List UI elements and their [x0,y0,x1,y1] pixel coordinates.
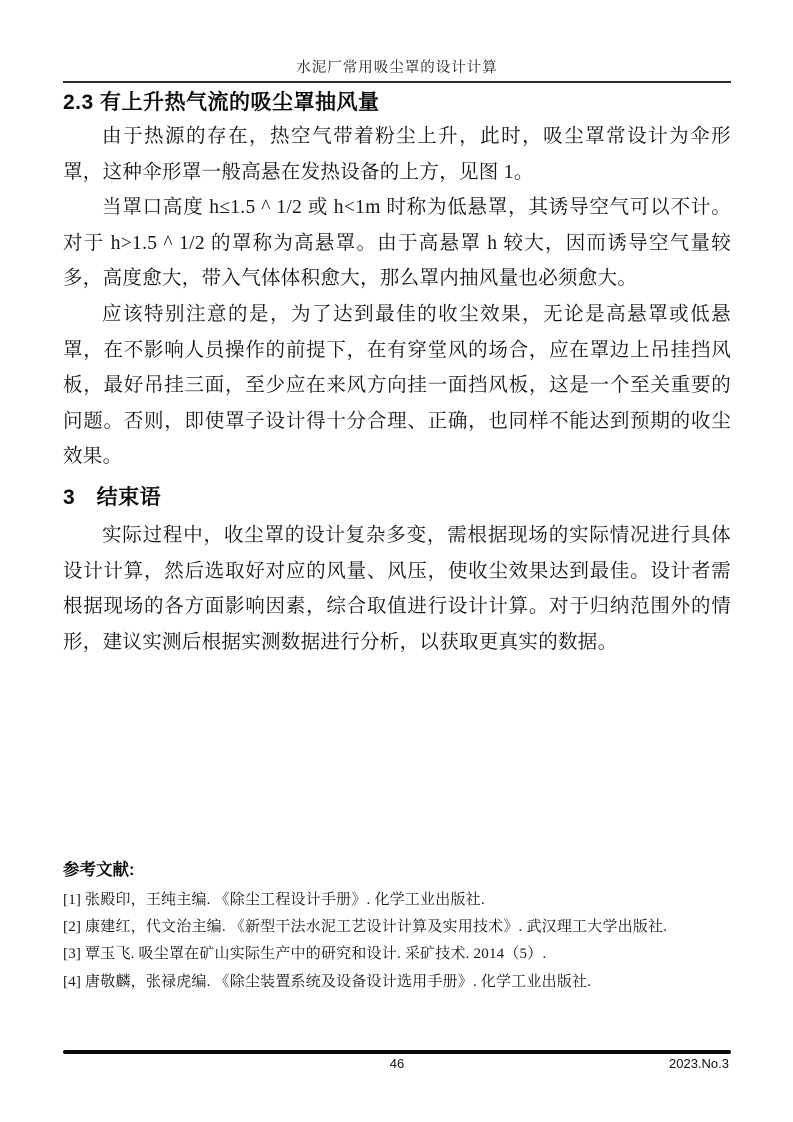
footer-row [63,1056,731,1078]
paragraph: 实际过程中，收尘罩的设计复杂多变，需根据现场的实际情况进行具体设计计算，然后选取好对应的风量、风压，使收尘效果达到最佳。设计者需根据现场的各方面影响因素，综合取值进行设计计算。对于归纳范围外的情形，建议实测后根据实测数据进行分析，以获取更真实的数据。 [63,524,731,653]
paragraph: 应该特别注意的是，为了达到最佳的收尘效果，无论是高悬罩或低悬罩，在不影响人员操作的前提下，在有穿堂风的场合，应在罩边上吊挂挡风板，最好吊挂三面，至少应在来风方向挂一面挡风板，这是一个至关重要的问题。否则，即使罩子设计得十分合理、正确，也同样不能达到预期的收尘效果。 [63,303,731,468]
page-footer [63,1050,731,1078]
section-heading-3: 3 结束语 [63,485,162,509]
paragraph: 由于热源的存在，热空气带着粉尘上升，此时，吸尘罩常设计为伞形罩，这种伞形罩一般高悬在发热设备的上方，见图 1。 [63,126,731,183]
reference-item: [3] 覃玉飞. 吸尘罩在矿山实际生产中的研究和设计. 采矿技术. 2014（5）. [63,946,547,963]
article-body [63,87,731,660]
references-section [63,858,731,996]
page-number: 46 [389,1055,405,1071]
running-header-title: 水泥厂常用吸尘罩的设计计算 [296,60,498,76]
references-list [63,887,731,996]
reference-item: [4] 唐敬麟，张禄虎编. 《除尘装置系统及设备设计选用手册》. 化学工业出版社. [63,973,592,990]
references-heading: 参考文献: [63,861,135,879]
reference-item: [1] 张殿印，王纯主编. 《除尘工程设计手册》. 化学工业出版社. [63,892,485,908]
header-rule [63,81,731,83]
section-heading-2-3: 2.3 有上升热气流的吸尘罩抽风量 [63,91,380,114]
issue-label: 2023.No.3 [669,1055,729,1071]
running-header [63,58,731,83]
reference-item: [2] 康建红，代文治主编. 《新型干法水泥工艺设计计算及实用技术》. 武汉理工大学出版社. [63,919,668,936]
footer-rule [63,1050,731,1054]
paragraph: 当罩口高度 h≤1.5 ^ 1/2 或 h<1m 时称为低悬罩，其诱导空气可以不计。对于 h>1.5 ^ 1/2 的罩称为高悬罩。由于高悬罩 h 较大，因而诱导空气量较多，高度愈大，带入气体体积愈大，那么罩内抽风量也必须愈大。 [63,197,731,290]
